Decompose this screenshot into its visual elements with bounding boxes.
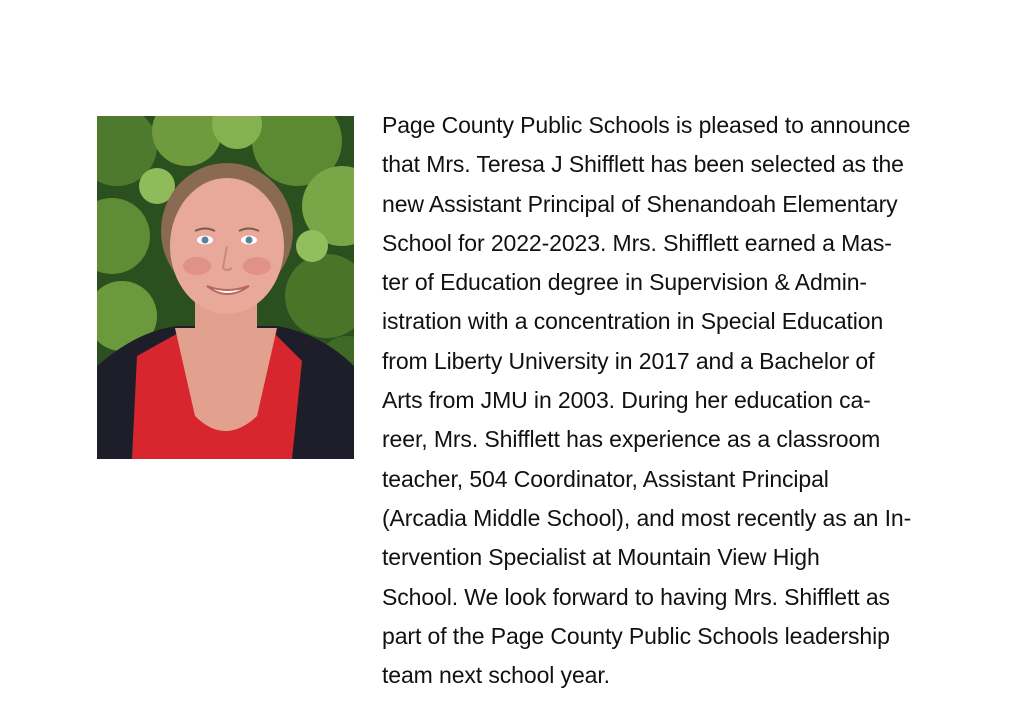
text-line: istration with a concentration in Special Education (382, 308, 884, 335)
text-line: new Assistant Principal of Shenandoah Elementary (382, 190, 898, 217)
text-line: part of the Page County Public Schools leadership (382, 622, 890, 649)
text-line: ter of Education degree in Supervision & Admin- (382, 269, 867, 296)
text-line: Arts from JMU in 2003. During her education ca- (382, 387, 871, 414)
portrait-illustration (97, 116, 354, 459)
text-line: that Mrs. Teresa J Shifflett has been selected as the (382, 151, 904, 178)
text-line: School. We look forward to having Mrs. Shifflett as (382, 583, 890, 610)
text-line: reer, Mrs. Shifflett has experience as a classroom (382, 426, 881, 453)
text-line: Page County Public Schools is pleased to announce (382, 112, 911, 138)
text-line: (Arcadia Middle School), and most recently as an In- (382, 504, 912, 531)
text-line: School for 2022-2023. Mrs. Shifflett earned a Mas- (382, 229, 892, 256)
text-line: teacher, 504 Coordinator, Assistant Principal (382, 465, 829, 492)
portrait-photo (97, 116, 354, 459)
text-line: tervention Specialist at Mountain View High (382, 544, 820, 571)
text-line: from Liberty University in 2017 and a Bachelor of (382, 347, 875, 374)
announcement-text (382, 106, 982, 695)
text-line: team next school year. (382, 662, 610, 689)
